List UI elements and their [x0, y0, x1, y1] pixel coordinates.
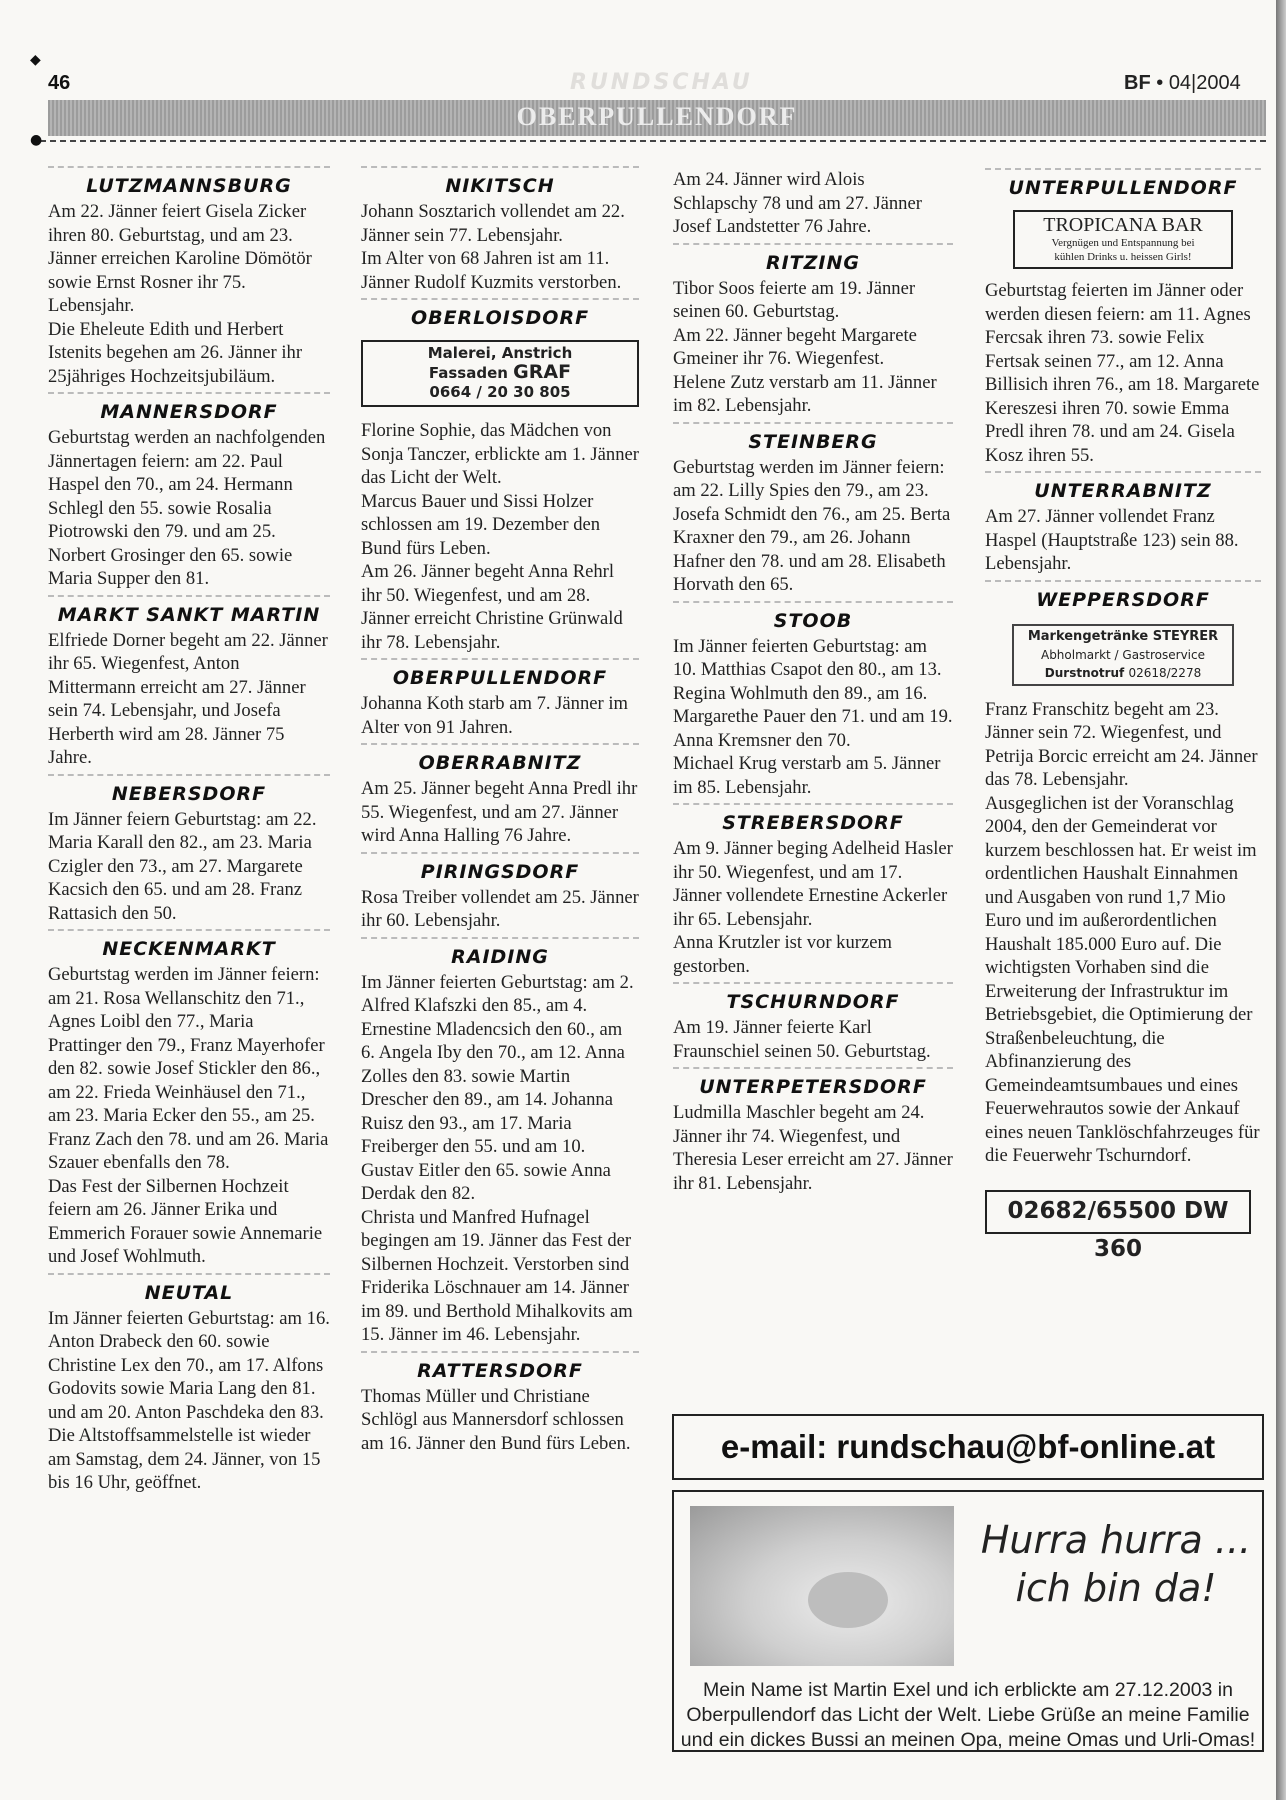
banner-title: OBERPULLENDORF: [516, 102, 798, 131]
birth-headline-line1: Hurra hurra ...: [980, 1518, 1252, 1562]
baby-photo: [690, 1506, 954, 1666]
birth-message-line1: Mein Name ist Martin Exel und ich erblickte am 27.12.2003 in: [702, 1679, 1233, 1701]
section-paragraph: Im Jänner feierten Geburtstag: am 2. Alfred Klafszki den 85., am 4. Ernestine Mladencsich den 60., am 6. Angela Iby den 70., am 12. Anna Zolles den 83. sowie Martin Drescher den 89., am 14. Johanna Ruisz den 93., am 17. Maria Freiberger den 55. und am 10. Gustav Eitler den 65. sowie Anna Derdak den 82.: [361, 971, 634, 1204]
birth-message-line2: Oberpullendorf das Licht der Welt. Liebe Grüße an meine Familie: [686, 1704, 1250, 1726]
section-paragraph: Florine Sophie, das Mädchen von Sonja Tanczer, erblickte am 1. Jänner das Licht der Welt.: [361, 420, 639, 488]
section-heading: NEUTAL: [48, 1273, 330, 1305]
section-paragraph: Die Eheleute Edith und Herbert Istenits begehen am 26. Jänner ihr 25jähriges Hochzeitsjubiläum.: [48, 318, 303, 387]
issue-prefix: BF: [1124, 72, 1151, 94]
column-1: [48, 166, 330, 1495]
steyrer-ad-line3: [1014, 664, 1232, 682]
section-heading: MARKT SANKT MARTIN: [48, 595, 330, 627]
phone-box: 02682/65500 DW 360: [985, 1190, 1251, 1234]
tropicana-ad-line3: kühlen Drinks u. heissen Girls!: [1054, 251, 1192, 263]
section-heading: STREBERSDORF: [673, 803, 953, 835]
header-divider: [40, 140, 1266, 142]
section-heading: UNTERPULLENDORF: [985, 168, 1261, 200]
section-heading: UNTERPETERSDORF: [673, 1067, 953, 1099]
steyrer-ad-line2: Abholmarkt / Gastroservice: [1040, 647, 1205, 662]
section-heading: STEINBERG: [673, 422, 953, 454]
column-3: [673, 168, 953, 1195]
tropicana-ad-line2: Vergnügen und Entspannung bei: [1051, 237, 1195, 249]
birth-message-line3: und ein dickes Bussi an meinen Opa, meine Omas und Urli-Omas!: [680, 1729, 1256, 1751]
section-heading: NEBERSDORF: [48, 774, 330, 806]
birth-headline: [970, 1516, 1262, 1612]
graf-ad: [361, 340, 639, 407]
section-heading: RATTERSDORF: [361, 1351, 639, 1383]
section-heading: PIRINGSDORF: [361, 852, 639, 884]
page-spine: [1276, 0, 1286, 1800]
section-heading: STOOB: [673, 601, 953, 633]
column-4: [985, 168, 1261, 1262]
section-heading: RAIDING: [361, 937, 639, 969]
issue-number: 04|2004: [1168, 72, 1241, 94]
section-paragraph: Am 19. Jänner feierte Karl Fraunschiel seinen 50. Geburtstag.: [673, 1017, 931, 1062]
region-banner: [48, 100, 1266, 136]
col4a-sections: [985, 168, 1261, 200]
section-paragraph: Geburtstag werden im Jänner feiern: am 21. Rosa Wellanschitz den 71., Agnes Loibl den 77., Maria Prattinger den 79., Franz Mayerhofer den 82. sowie Josef Stickler den 86., am 22. Frieda Weinhäusel den 71., am 23. Maria Ecker den 55., am 25. Franz Zach den 78. und am 26. Maria Szauer ebenfalls den 78.: [48, 964, 329, 1173]
section-heading: UNTERRABNITZ: [985, 471, 1261, 503]
col1-sections: [48, 166, 330, 1495]
section-paragraph: Franz Franschitz begeht am 23. Jänner sein 72. Wiegenfest, und Petrija Borcic erreicht am 24. Jänner das 78. Lebensjahr.: [985, 698, 1258, 790]
section-heading: NECKENMARKT: [48, 929, 330, 961]
section-paragraph: Im Jänner feiern Geburtstag: am 22. Maria Karall den 82., am 23. Maria Czigler den 73., am 27. Margarete Kacsich den 65. und am 28. Franz Rattasich den 50.: [48, 808, 317, 924]
section-paragraph: Helene Zutz verstarb am 11. Jänner im 82. Lebensjahr.: [673, 371, 937, 416]
page-number: 46: [48, 72, 71, 94]
section-paragraph: Ausgeglichen ist der Voranschlag 2004, den der Gemeinderat vor kurzem beschlossen hat. Er weist im ordentlichen Haushalt Einnahmen und Ausgaben von rund 1,7 Mio Euro und im außerordentlichen Haushalt 185.000 Euro auf. Die wichtigsten Vorhaben sind die Erweiterung der Infrastruktur im Betriebsgebiet, die Optimierung der Straßenbeleuchtung, die Abfinanzierung des Gemeindeamtsumbaues und eines Feuerwehrautos sowie der Ankauf eines neuen Tanklöschfahrzeuges für die Feuerwehr Tschurndorf.: [985, 792, 1260, 1166]
section-paragraph: Im Jänner feierten Geburtstag: am 10. Matthias Csapot den 80., am 13. Regina Wohlmuth den 89., am 16. Margarethe Pauer den 71. und am 19. Anna Kremsner den 70.: [673, 635, 953, 751]
section-paragraph: Elfriede Dorner begeht am 22. Jänner ihr 65. Wiegenfest, Anton Mittermann erreicht am 27. Jänner sein 74. Lebensjahr, und Josefa Herberth wird am 28. Jänner 75 Jahre.: [48, 629, 328, 768]
col2a-sections: [361, 166, 639, 330]
section-paragraph: Tibor Soos feierte am 19. Jänner seinen 60. Geburtstag.: [673, 277, 916, 322]
section-paragraph: Rosa Treiber vollendet am 25. Jänner ihr 60. Lebensjahr.: [361, 886, 639, 931]
graf-ad-name: GRAF: [513, 361, 572, 383]
section-paragraph: Am 24. Jänner wird Alois Schlapschy 78 und am 27. Jänner Josef Landstetter 76 Jahre.: [673, 169, 922, 237]
birth-message: [674, 1678, 1262, 1753]
section-paragraph: Thomas Müller und Christiane Schlögl aus Mannersdorf schlossen am 16. Jänner den Bund fürs Leben.: [361, 1385, 631, 1454]
section-paragraph: Geburtstag feierten im Jänner oder werden diesen feiern: am 11. Agnes Fercsak ihren 73. sowie Felix Fertsak seinen 77., am 12. Anna Billisich ihren 76., am 18. Margarete Kereszesi ihren 70. sowie Emma Predl ihren 78. und am 24. Gisela Kosz ihren 55.: [985, 280, 1260, 466]
section-paragraph: Am 22. Jänner begeht Margarete Gmeiner ihr 76. Wiegenfest.: [673, 324, 917, 369]
section-paragraph: Am 27. Jänner vollendet Franz Haspel (Hauptstraße 123) sein 88. Lebensjahr.: [985, 506, 1239, 574]
section-paragraph: Marcus Bauer und Sissi Holzer schlossen am 19. Dezember den Bund fürs Leben.: [361, 490, 601, 559]
section-paragraph: Am 9. Jänner beging Adelheid Hasler ihr 50. Wiegenfest, und am 17. Jänner vollendete Ernestine Ackerler ihr 65. Lebensjahr.: [673, 838, 953, 930]
graf-ad-phone: 0664 / 20 30 805: [429, 383, 571, 401]
graf-ad-line2a: Fassaden: [428, 364, 514, 382]
column-2: [361, 166, 639, 1455]
section-paragraph: Im Alter von 68 Jahren ist am 11. Jänner Rudolf Kuzmits verstorben.: [361, 248, 622, 293]
section-paragraph: Ludmilla Maschler begeht am 24. Jänner ihr 74. Wiegenfest, und Theresia Leser erreicht am 27. Jänner ihr 81. Lebensjahr.: [673, 1102, 953, 1194]
issue-separator: •: [1156, 72, 1164, 94]
section-paragraph: Michael Krug verstarb am 5. Jänner im 85. Lebensjahr.: [673, 753, 941, 798]
col4c-sections: [985, 698, 1261, 1168]
section-paragraph: Johann Sosztarich vollendet am 22. Jänner sein 77. Lebensjahr.: [361, 201, 625, 246]
steyrer-ad-title: Markengetränke STEYRER: [1027, 628, 1219, 644]
section-paragraph: Am 26. Jänner begeht Anna Rehrl ihr 50. Wiegenfest, und am 28. Jänner erreicht Christine Grünwald ihr 78. Lebensjahr.: [361, 561, 623, 653]
section-heading: TSCHURNDORF: [673, 982, 953, 1014]
section-heading: OBERRABNITZ: [361, 743, 639, 775]
col2b-sections: [361, 419, 639, 1455]
section-paragraph: Anna Krutzler ist vor kurzem gestorben.: [673, 932, 892, 977]
section-paragraph: Johanna Koth starb am 7. Jänner im Alter von 91 Jahren.: [361, 693, 628, 738]
tropicana-ad: [1013, 210, 1233, 269]
email-box: e-mail: rundschau@bf-online.at: [672, 1414, 1264, 1480]
steyrer-ad-label: Durstnotruf: [1044, 665, 1129, 680]
section-heading: OBERLOISDORF: [361, 298, 639, 330]
section-heading: RITZING: [673, 243, 953, 275]
section-paragraph: Christa und Manfred Hufnagel begingen am 19. Jänner das Fest der Silbernen Hochzeit. Verstorben sind Friderika Löschnauer am 14. Jänner im 89. und Berthold Mihalkovits am 15. Jänner im 46. Lebensjahr.: [361, 1206, 633, 1345]
section-paragraph: Am 22. Jänner feiert Gisela Zicker ihren 80. Geburtstag, und am 23. Jänner erreichen Karoline Dömötör sowie Ernst Rosner ihr 75. Lebensjahr.: [48, 201, 312, 316]
col4b-sections: [985, 279, 1261, 612]
steyrer-ad: [1012, 624, 1234, 686]
col3-sections: [673, 168, 953, 1195]
section-heading: LUTZMANNSBURG: [48, 166, 330, 198]
graf-ad-line1: Malerei, Anstrich: [427, 344, 573, 362]
section-heading: NIKITSCH: [361, 166, 639, 198]
section-paragraph: Die Altstoffsammelstelle ist wieder am Samstag, dem 24. Jänner, von 15 bis 16 Uhr, geöffnet.: [48, 1425, 321, 1493]
masthead: RUNDSCHAU: [570, 70, 753, 95]
registration-mark-icon: ●: [30, 132, 43, 148]
birth-headline-line2: ich bin da!: [1015, 1566, 1217, 1610]
section-heading: WEPPERSDORF: [985, 580, 1261, 612]
baby-photo-figure: [808, 1572, 888, 1628]
section-heading: MANNERSDORF: [48, 392, 330, 424]
tropicana-ad-title: TROPICANA BAR: [1043, 214, 1203, 236]
section-paragraph: Geburtstag werden im Jänner feiern: am 22. Lilly Spies den 79., am 23. Josefa Schmidt den 76., am 25. Berta Kraxner den 79., am 26. Johann Hafner den 78. und am 28. Elisabeth Horvath den 65.: [673, 456, 951, 595]
section-paragraph: Das Fest der Silbernen Hochzeit feiern am 26. Jänner Erika und Emmerich Forauer sowie Annemarie und Josef Wohlmuth.: [48, 1175, 323, 1267]
birth-announcement: [672, 1490, 1264, 1752]
registration-mark-icon: ◆: [30, 52, 41, 68]
section-paragraph: Am 25. Jänner begeht Anna Predl ihr 55. Wiegenfest, und am 27. Jänner wird Anna Halling 76 Jahre.: [361, 778, 638, 846]
steyrer-ad-phone: 02618/2278: [1128, 665, 1202, 680]
section-paragraph: Im Jänner feierten Geburtstag: am 16. Anton Drabeck den 60. sowie Christine Lex den 70., am 17. Alfons Godovits sowie Maria Lang den 81. und am 20. Anton Paschdeka den 83.: [48, 1307, 330, 1423]
issue-label: [1124, 72, 1241, 95]
section-heading: OBERPULLENDORF: [361, 658, 639, 690]
section-paragraph: Geburtstag werden an nachfolgenden Jännertagen feiern: am 22. Paul Haspel den 70., am 24. Hermann Schlegl den 55. sowie Rosalia Piotrowski den 79. und am 25. Norbert Grosinger den 65. sowie Maria Supper den 81.: [48, 427, 326, 589]
graf-ad-line2: [363, 363, 637, 383]
